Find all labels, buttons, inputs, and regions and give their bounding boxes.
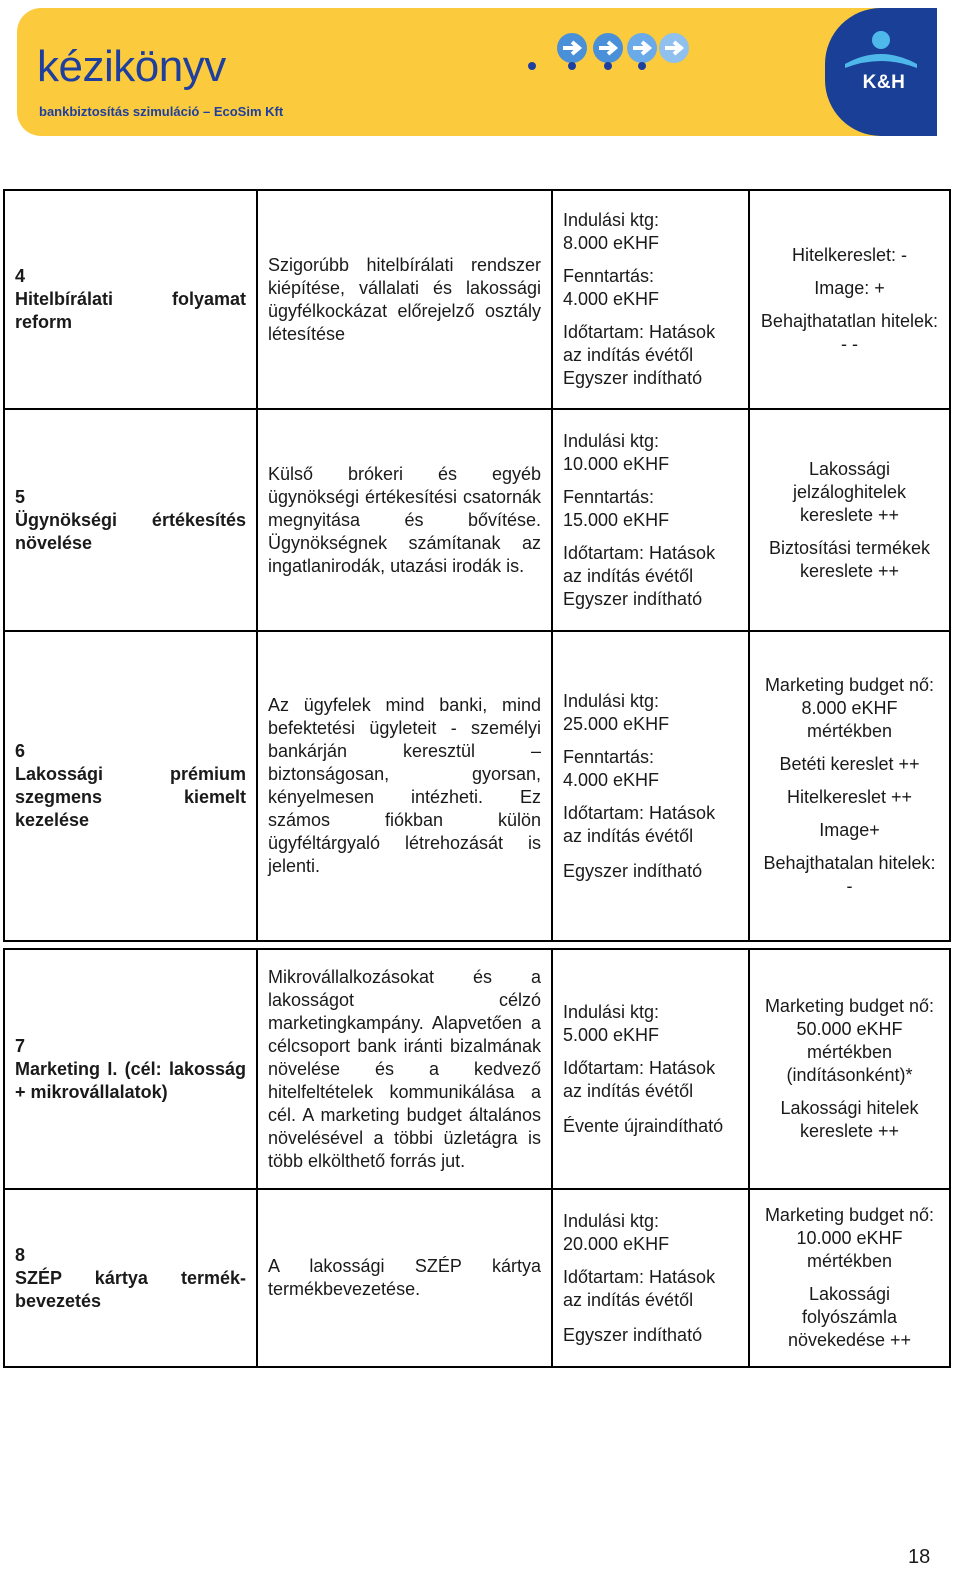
duration-text: Időtartam: Hatások az indítás évétől bbox=[563, 542, 716, 586]
repeat-text: Egyszer indítható bbox=[563, 588, 703, 609]
measure-name-cell bbox=[4, 949, 257, 1189]
table-row bbox=[4, 949, 950, 1189]
table-row bbox=[4, 1189, 950, 1367]
kh-logo bbox=[825, 8, 937, 136]
maintenance-value: 15.000 eKHF bbox=[563, 509, 670, 530]
measure-title: Hitelbírálati folyamat reform bbox=[15, 289, 246, 332]
maintenance-label: Fenntartás: bbox=[563, 486, 655, 507]
effect-item: Marketing budget nő: 50.000 eKHF mértékben (indításonként)* bbox=[764, 996, 935, 1085]
table-row bbox=[4, 190, 950, 409]
duration-text: Időtartam: Hatások az indítás évétől bbox=[563, 802, 716, 846]
repeat-text: Egyszer indítható bbox=[563, 860, 703, 881]
measure-description: Mikrovállalkozásokat és a lakosságot célzó marketingkampány. Alapvetően a célcsoport bank iránti bizalmának növelése és a kedvező hitelfeltételek kommunikálása a cél. A marketing budget általános növelésével a többi üzletágra is több elkölthető forrás jut. bbox=[257, 949, 552, 1189]
document-title: kézikönyv bbox=[37, 42, 226, 91]
effect-item: Hitelkereslet ++ bbox=[786, 787, 913, 807]
measure-description: Szigorúbb hitelbírálati rendszer kiépítése, vállalati és lakossági ügyfélkockázat előrejelző osztály létesítése bbox=[257, 190, 552, 409]
document-subtitle: bankbiztosítás szimuláció – EcoSim Kft bbox=[39, 104, 284, 119]
effect-item: Image+ bbox=[819, 820, 880, 840]
measure-title: Marketing I. (cél: lakosság + mikrovállalatok) bbox=[15, 1058, 246, 1102]
measure-effects-cell bbox=[749, 190, 950, 409]
effect-item: Betéti kereslet ++ bbox=[779, 754, 920, 774]
measure-effects-cell bbox=[749, 631, 950, 941]
measure-effects-cell bbox=[749, 409, 950, 631]
effect-item: Behajthatatlan hitelek: - - bbox=[760, 310, 939, 354]
cost-value: 8.000 eKHF bbox=[563, 233, 660, 253]
effect-item: Behajthatalan hitelek: - bbox=[763, 853, 936, 896]
measure-number: 6 bbox=[15, 741, 26, 761]
arrows-decoration-icon bbox=[522, 26, 697, 86]
cost-label: Indulási ktg: bbox=[563, 1001, 660, 1022]
repeat-text: Egyszer indítható bbox=[563, 368, 703, 388]
effect-item: Lakossági hitelek kereslete ++ bbox=[780, 1098, 919, 1141]
measure-description: Külső brókeri és egyéb ügynökségi értékesítési csatornák megnyitása és bővítése. Ügynökségnek számítanak az ingatlanirodák, utazási irodák is. bbox=[257, 409, 552, 631]
measure-costs-cell bbox=[552, 1189, 749, 1367]
logo-text: K&H bbox=[862, 72, 906, 93]
measure-description: A lakossági SZÉP kártya termékbevezetése. bbox=[257, 1189, 552, 1367]
table-row bbox=[4, 409, 950, 631]
duration-text: Időtartam: Hatások az indítás évétől bbox=[563, 322, 716, 365]
maintenance-value: 4.000 eKHF bbox=[563, 769, 660, 790]
cost-label: Indulási ktg: bbox=[563, 430, 660, 451]
measure-effects-cell bbox=[749, 949, 950, 1189]
measure-title: Lakossági prémium szegmens kiemelt kezelése bbox=[15, 764, 246, 830]
effect-item: Biztosítási termékek kereslete ++ bbox=[768, 537, 931, 581]
repeat-text: Egyszer indítható bbox=[563, 1324, 703, 1345]
repeat-text: Évente újraindítható bbox=[563, 1115, 724, 1136]
cost-label: Indulási ktg: bbox=[563, 690, 660, 711]
table-gap bbox=[4, 941, 950, 949]
measure-name-cell bbox=[4, 409, 257, 631]
effect-item: Lakossági jelzáloghitelek kereslete ++ bbox=[792, 458, 907, 525]
effect-item: Hitelkereslet: - bbox=[791, 244, 908, 265]
measure-number: 8 bbox=[15, 1244, 26, 1265]
measure-costs-cell bbox=[552, 631, 749, 941]
effect-item: Marketing budget nő: 8.000 eKHF mértékben bbox=[764, 675, 935, 741]
measure-effects-cell bbox=[749, 1189, 950, 1367]
header-banner bbox=[17, 8, 937, 136]
measure-title: Ügynökségi értékesítés növelése bbox=[15, 509, 246, 553]
measure-name-cell bbox=[4, 190, 257, 409]
measure-costs-cell bbox=[552, 190, 749, 409]
cost-value: 10.000 eKHF bbox=[563, 453, 670, 474]
measure-name-cell bbox=[4, 1189, 257, 1367]
measure-number: 7 bbox=[15, 1035, 26, 1056]
measure-number: 5 bbox=[15, 486, 26, 507]
page-number: 18 bbox=[908, 1546, 931, 1568]
cost-value: 25.000 eKHF bbox=[563, 713, 670, 734]
maintenance-label: Fenntartás: bbox=[563, 266, 655, 286]
cost-value: 20.000 eKHF bbox=[563, 1233, 670, 1254]
measure-description: Az ügyfelek mind banki, mind befektetési ügyleteit - személyi bankárján keresztül – biztonságosan, gyorsan, kényelmesen intézheti. Ez számos fiókban külön ügyféltárgyaló létrehozását is jelenti. bbox=[257, 631, 552, 941]
measures-table bbox=[3, 189, 951, 1368]
table-row bbox=[4, 631, 950, 941]
maintenance-label: Fenntartás: bbox=[563, 746, 655, 767]
effect-item: Image: + bbox=[814, 277, 885, 298]
maintenance-value: 4.000 eKHF bbox=[563, 289, 660, 309]
cost-value: 5.000 eKHF bbox=[563, 1024, 660, 1045]
measure-costs-cell bbox=[552, 409, 749, 631]
cost-label: Indulási ktg: bbox=[563, 210, 660, 230]
duration-text: Időtartam: Hatások az indítás évétől bbox=[563, 1266, 716, 1310]
measure-name-cell bbox=[4, 631, 257, 941]
measure-title: SZÉP kártya termék-bevezetés bbox=[15, 1267, 246, 1311]
cost-label: Indulási ktg: bbox=[563, 1210, 660, 1231]
measure-costs-cell bbox=[552, 949, 749, 1189]
measure-number: 4 bbox=[15, 266, 26, 286]
effect-item: Marketing budget nő: 10.000 eKHF mértékben bbox=[764, 1205, 935, 1271]
duration-text: Időtartam: Hatások az indítás évétől bbox=[563, 1057, 716, 1101]
effect-item: Lakossági folyószámla növekedése ++ bbox=[787, 1284, 912, 1350]
